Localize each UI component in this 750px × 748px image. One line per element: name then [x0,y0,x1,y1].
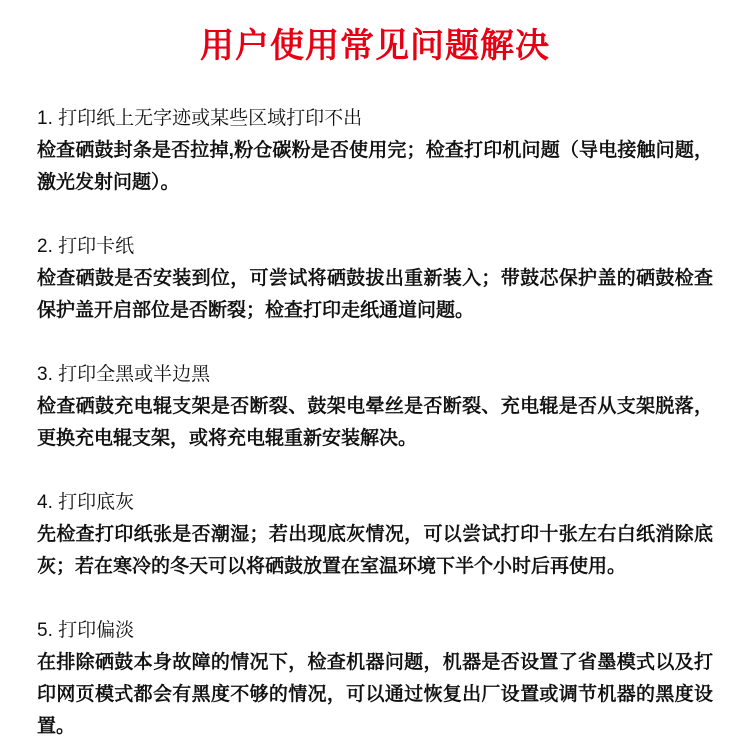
faq-heading-2: 2. 打印卡纸 [37,236,135,257]
faq-body-1: 检查硒鼓封条是否拉掉,粉仓碳粉是否使用完；检查打印机问题（导电接触问题，激光发射问题）。 [37,140,713,193]
faq-body-5: 在排除硒鼓本身故障的情况下，检查机器问题，机器是否设置了省墨模式以及打印网页模式都会有黑度不够的情况，可以通过恢复出厂设置或调节机器的黑度设置。 [37,652,713,737]
page-title: 用户使用常见问题解决 [200,27,550,65]
faq-body-2: 检查硒鼓是否安装到位，可尝试将硒鼓拔出重新装入；带鼓芯保护盖的硒鼓检查保护盖开启部位是否断裂；检查打印走纸通道问题。 [37,268,713,321]
faq-section-5 [37,615,713,743]
faq-body-3: 检查硒鼓充电辊支架是否断裂、鼓架电晕丝是否断裂、充电辊是否从支架脱落，更换充电辊支架，或将充电辊重新安装解决。 [37,396,713,449]
document-page [37,0,713,743]
faq-section-4 [37,487,713,583]
faq-heading-5: 5. 打印偏淡 [37,620,135,641]
faq-section-2 [37,231,713,327]
faq-heading-4: 4. 打印底灰 [37,492,135,513]
faq-heading-1: 1. 打印纸上无字迹或某些区域打印不出 [37,108,363,129]
faq-body-4: 先检查打印纸张是否潮湿；若出现底灰情况，可以尝试打印十张左右白纸消除底灰；若在寒冷的冬天可以将硒鼓放置在室温环境下半个小时后再使用。 [37,524,713,577]
faq-section-3 [37,359,713,455]
faq-heading-3: 3. 打印全黑或半边黑 [37,364,211,385]
faq-section-1 [37,103,713,199]
